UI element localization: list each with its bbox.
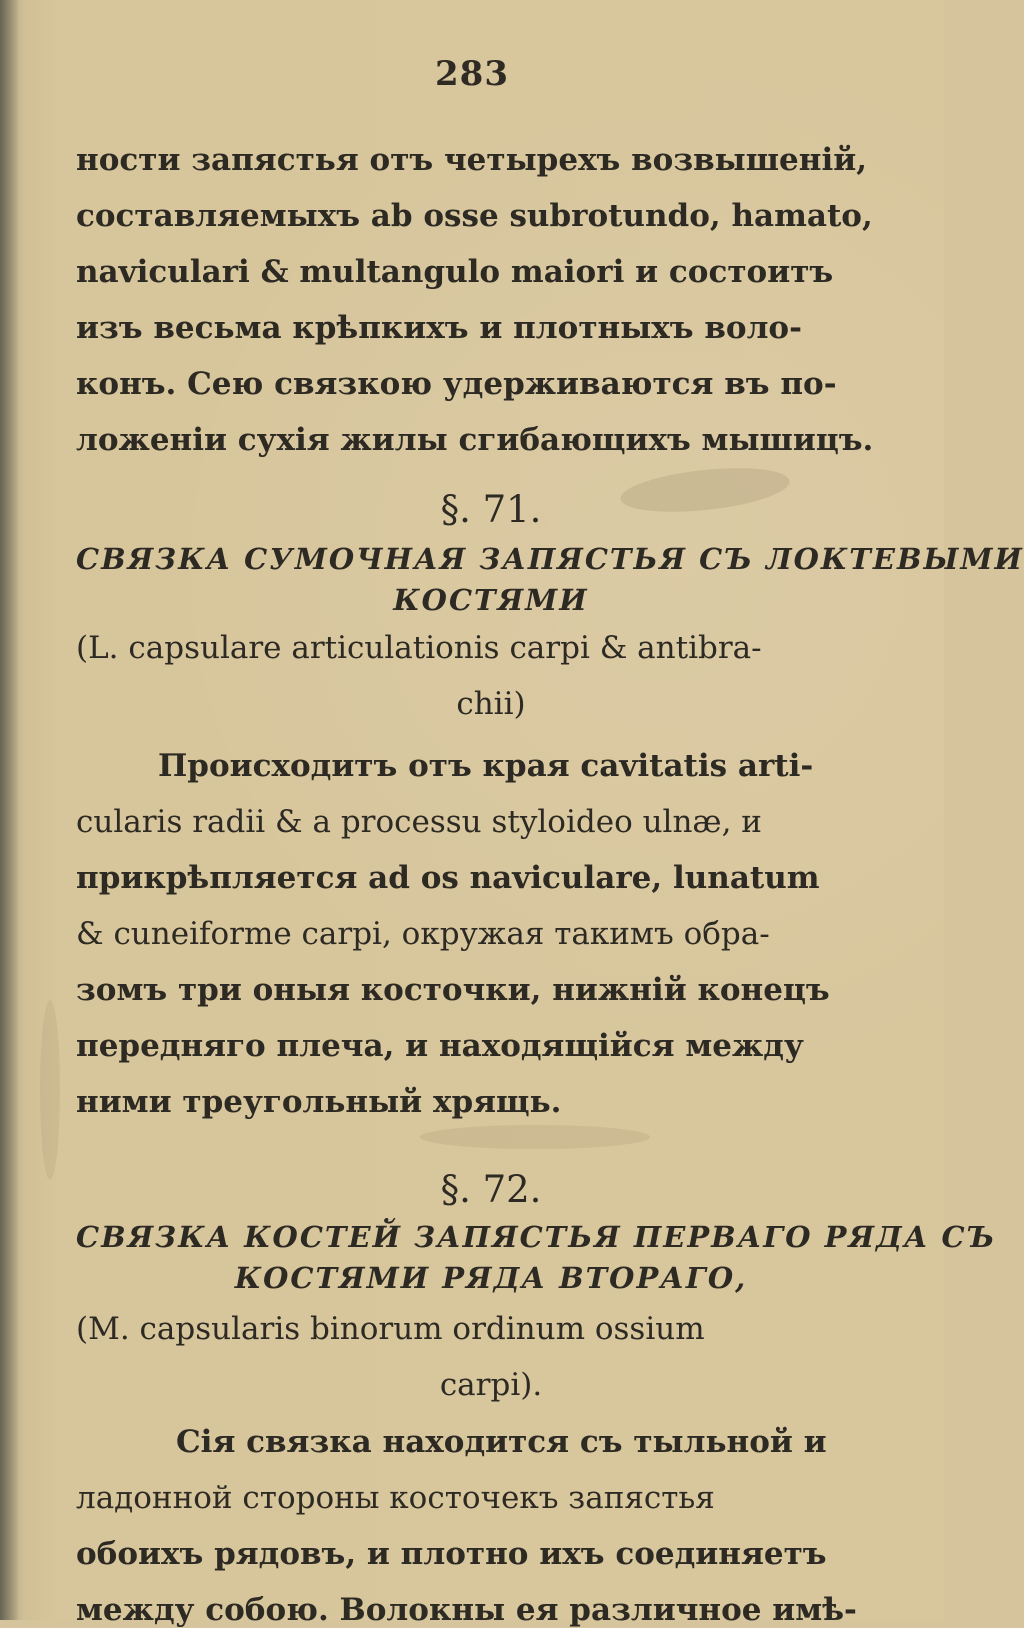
text-line: & cuneiforme carpi, окружая такимъ обра- [76,916,770,952]
section-heading-71: §. 71. [440,488,542,531]
paper-stain [40,1000,60,1180]
text-line: между собою. Волокны ея различное имѣ- [76,1592,857,1628]
paragraph-start: Сія связка находится съ тыльной и [176,1424,827,1460]
latin-line: chii) [456,686,526,722]
text-line: ними треугольный хрящь. [76,1084,562,1120]
text-line: обоихъ рядовъ, и плотно ихъ соединяетъ [76,1536,827,1572]
text-line: ности запястья отъ четырехъ возвышеній, [76,142,868,178]
section-subtitle-71: КОСТЯМИ [393,583,589,617]
text-line: cularis radii & a processu styloideo ulnæ, и [76,804,762,840]
page-binding-shadow [0,0,18,1620]
paper-stain [420,1125,650,1149]
page-number: 283 [435,54,509,94]
section-heading-72: §. 72. [440,1168,542,1211]
text-line: зомъ три оныя косточки, нижній конецъ [76,972,830,1008]
text-line: ладонной стороны косточекъ запястья [76,1480,715,1516]
text-line: изъ весьма крѣпкихъ и плотныхъ воло- [76,310,802,346]
text-line: naviculari & multangulo maiori и состоитъ [76,254,834,290]
text-line: прикрѣпляется ad os naviculare, lunatum [76,860,820,896]
section-title-72: СВЯЗКА КОСТЕЙ ЗАПЯСТЬЯ ПЕРВАГО РЯДА СЪ [76,1220,997,1254]
latin-line: (M. capsularis binorum ordinum ossium [76,1311,705,1347]
latin-line: carpi). [439,1367,543,1403]
section-title-71: СВЯЗКА СУМОЧНАЯ ЗАПЯСТЬЯ СЪ ЛОКТЕВЫМИ [76,542,1024,576]
latin-line: (L. capsulare articulationis carpi & antibra- [76,630,762,666]
text-line: конъ. Сею связкою удерживаются въ по- [76,366,837,402]
text-line: ложеніи сухія жилы сгибающихъ мышицъ. [76,422,874,458]
section-subtitle-72: КОСТЯМИ РЯДА ВТОРАГО, [234,1261,748,1295]
paragraph-start: Происходитъ отъ края cavitatis arti- [158,748,814,784]
text-line: составляемыхъ ab osse subrotundo, hamato, [76,198,873,234]
text-line: передняго плеча, и находящійся между [76,1028,804,1064]
